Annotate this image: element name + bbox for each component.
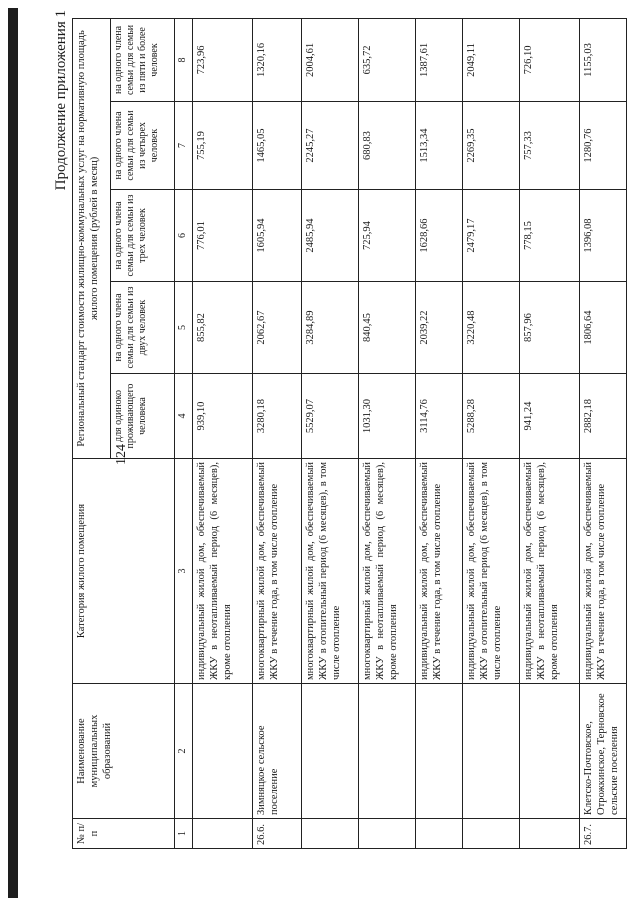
row-value: 1628,66 — [415, 190, 462, 282]
row-value: 2882,18 — [579, 374, 627, 459]
row-category: индивидуальный жилой дом, обеспечиваемый ЖКУ в течение года, в том числе отопление — [415, 459, 462, 684]
row-value: 1605,94 — [252, 190, 301, 282]
row-value: 680,83 — [358, 102, 415, 190]
row-value: 2479,17 — [462, 190, 519, 282]
row-value: 3220,48 — [462, 282, 519, 374]
row-value: 941,24 — [519, 374, 579, 459]
header-sub-family3: на одного члена семьи для семьи из трех человек — [111, 190, 175, 282]
header-sub-family5: на одного члена семьи для семьи из пяти и более человек — [111, 18, 175, 101]
row-value: 726,10 — [519, 18, 579, 101]
row-value: 939,10 — [192, 374, 252, 459]
col-index: 8 — [175, 18, 193, 101]
header-category: Категория жилого помещения — [73, 459, 175, 684]
row-no — [415, 819, 462, 849]
row-value: 1280,76 — [579, 102, 627, 190]
row-municipality — [519, 684, 579, 819]
row-value: 723,96 — [192, 18, 252, 101]
continuation-title: Продолжение приложения 1 — [53, 10, 69, 191]
row-no — [519, 819, 579, 849]
row-municipality: Клетско-Почтовское, Отрожкинское, Терновское сельские поселения — [579, 684, 627, 819]
header-sub-single: для одиноко проживающего человека — [111, 374, 175, 459]
row-value: 635,72 — [358, 18, 415, 101]
table-row — [252, 18, 301, 848]
row-value: 1513,34 — [415, 102, 462, 190]
row-value: 1387,61 — [415, 18, 462, 101]
header-no: № п/п — [73, 819, 175, 849]
row-municipality — [192, 684, 252, 819]
header-sub-family2: на одного члена семьи для семьи из двух человек — [111, 282, 175, 374]
col-index: 7 — [175, 102, 193, 190]
row-value: 855,82 — [192, 282, 252, 374]
table-row — [301, 18, 358, 848]
row-value: 776,01 — [192, 190, 252, 282]
row-category: многоквартирный жилой дом, обеспечиваемый ЖКУ в течение года, в том числе отопление — [252, 459, 301, 684]
table-row — [519, 18, 579, 848]
cost-standard-table — [72, 18, 627, 849]
column-index-row — [175, 18, 193, 848]
row-value: 2039,22 — [415, 282, 462, 374]
row-value: 3284,89 — [301, 282, 358, 374]
row-value: 778,15 — [519, 190, 579, 282]
row-value: 2269,35 — [462, 102, 519, 190]
col-index: 6 — [175, 190, 193, 282]
row-value: 2062,67 — [252, 282, 301, 374]
row-category: индивидуальный жилой дом, обеспечиваемый ЖКУ в неотапливаемый период (6 месяцев), кроме отопления — [192, 459, 252, 684]
col-index: 5 — [175, 282, 193, 374]
col-index: 1 — [175, 819, 193, 849]
row-no — [358, 819, 415, 849]
row-value: 5529,07 — [301, 374, 358, 459]
header-row-main — [73, 18, 111, 848]
row-municipality: Зимняцкое сельское поселение — [252, 684, 301, 819]
row-municipality — [301, 684, 358, 819]
row-category: многоквартирный жилой дом, обеспечиваемый ЖКУ в отопительный период (6 месяцев), в том числе отопление — [301, 459, 358, 684]
row-municipality — [462, 684, 519, 819]
row-value: 857,96 — [519, 282, 579, 374]
page-number: 124 — [114, 444, 129, 465]
row-value: 1155,03 — [579, 18, 627, 101]
row-category: индивидуальный жилой дом, обеспечиваемый ЖКУ в отопительный период (6 месяцев), в том числе отопление — [462, 459, 519, 684]
row-no — [301, 819, 358, 849]
row-value: 1806,64 — [579, 282, 627, 374]
row-no — [192, 819, 252, 849]
table-row — [579, 18, 627, 848]
row-municipality — [358, 684, 415, 819]
row-value: 2245,27 — [301, 102, 358, 190]
row-no: 26.6. — [252, 819, 301, 849]
row-value: 1396,08 — [579, 190, 627, 282]
col-index: 3 — [175, 459, 193, 684]
row-municipality — [415, 684, 462, 819]
row-value: 2049,11 — [462, 18, 519, 101]
row-value: 1031,30 — [358, 374, 415, 459]
row-value: 755,19 — [192, 102, 252, 190]
row-value: 1465,05 — [252, 102, 301, 190]
col-index: 4 — [175, 374, 193, 459]
row-value: 5288,28 — [462, 374, 519, 459]
col-index: 2 — [175, 684, 193, 819]
row-value: 1320,16 — [252, 18, 301, 101]
row-no — [462, 819, 519, 849]
row-category: многоквартирный жилой дом, обеспечиваемый ЖКУ в неотапливаемый период (6 месяцев), кроме отопления — [358, 459, 415, 684]
row-value: 840,45 — [358, 282, 415, 374]
row-value: 3114,76 — [415, 374, 462, 459]
header-sub-family4: на одного члена семьи для семьи из четырех человек — [111, 102, 175, 190]
row-category: индивидуальный жилой дом, обеспечиваемый ЖКУ в течение года, в том числе отопление — [579, 459, 627, 684]
header-standard: Региональный стандарт стоимости жилищно-коммунальных услуг на нормативную площадь жилого помещения (рублей в месяц) — [73, 18, 111, 458]
table-row — [415, 18, 462, 848]
row-value: 2004,61 — [301, 18, 358, 101]
row-value: 3280,18 — [252, 374, 301, 459]
table-row — [192, 18, 252, 848]
header-municipality: Наименование муниципальных образований — [73, 684, 175, 819]
table-row — [358, 18, 415, 848]
table-row — [462, 18, 519, 848]
row-no: 26.7. — [579, 819, 627, 849]
row-value: 757,33 — [519, 102, 579, 190]
row-value: 2485,94 — [301, 190, 358, 282]
row-category: индивидуальный жилой дом, обеспечиваемый ЖКУ в неотапливаемый период (6 месяцев), кроме отопления — [519, 459, 579, 684]
row-value: 725,94 — [358, 190, 415, 282]
